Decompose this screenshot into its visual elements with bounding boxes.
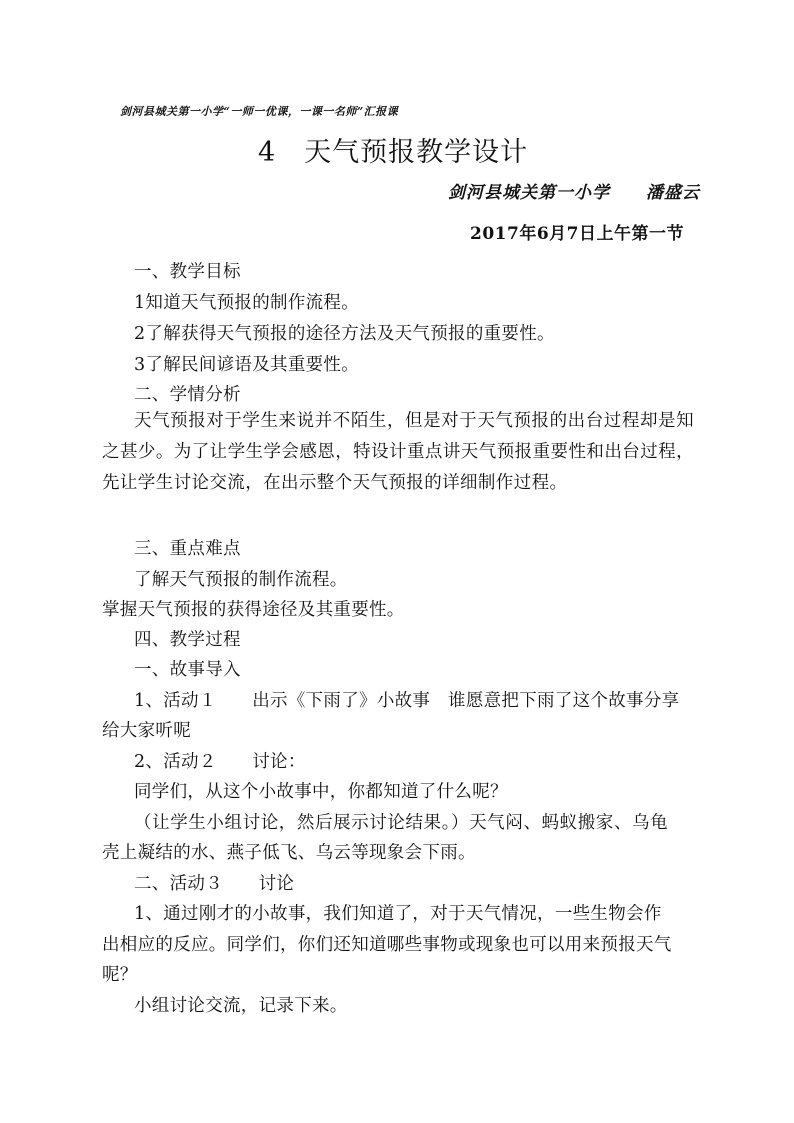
activity-2-line: 2、活动２ 讨论： [134,752,306,772]
goal-item: 1知道天气预报的制作流程。 [134,293,360,313]
goal-item: 3了解民间谚语及其重要性。 [134,355,360,375]
subheading-story-intro: 一、故事导入 [134,660,241,680]
discussion-item-line: 1、通过刚才的小故事，我们知道了，对于天气情况，一些生物会作 [134,904,662,924]
answer-line: 壳上凝结的水、燕子低飞、乌云等现象会下雨。 [102,843,476,863]
discussion-item-line: 呢？ [102,965,138,985]
activity-1-line: 给大家听呢 [102,721,191,741]
group-discussion-line: 小组讨论交流，记录下来。 [134,996,348,1016]
question-line: 同学们，从这个小故事中，你都知道了什么呢？ [134,782,508,802]
section-heading-keypoints: 三、重点难点 [134,539,241,559]
activity-3-line: 二、活动３ 讨论 [134,874,295,894]
discussion-item-line: 出相应的反应。同学们，你们还知道哪些事物或现象也可以用来预报天气 [102,935,672,955]
section-heading-goals: 一、教学目标 [134,262,241,282]
date-line: 2017年6月7日上午第一节 [470,224,684,244]
author-line: 剑河县城关第一小学 潘盛云 [448,183,700,203]
section-heading-process: 四、教学过程 [134,630,241,650]
document-title: 4 天气预报教学设计 [258,137,529,168]
goal-item: 2了解获得天气预报的途径方法及天气预报的重要性。 [134,324,555,344]
analysis-paragraph: 天气预报对于学生来说并不陌生，但是对于天气预报的出台过程却是知之甚少。为了让学生学会感恩，特设计重点讲天气预报重要性和出台过程，先让学生讨论交流，在出示整个天气预报的详细制作过程。 [102,411,694,493]
section-heading-analysis: 二、学情分析 [134,385,241,405]
keypoint-line: 了解天气预报的制作流程。 [134,570,348,590]
document-header: 剑河县城关第一小学“一师一优课，一课一名师”汇报课 [120,105,399,118]
answer-line: （让学生小组讨论，然后展示讨论结果。）天气闷、蚂蚁搬家、乌龟 [134,813,669,833]
keypoint-line: 掌握天气预报的获得途径及其重要性。 [102,600,405,620]
activity-1-line: 1、活动１ 出示《下雨了》小故事 谁愿意把下雨了这个故事分享 [134,691,680,711]
